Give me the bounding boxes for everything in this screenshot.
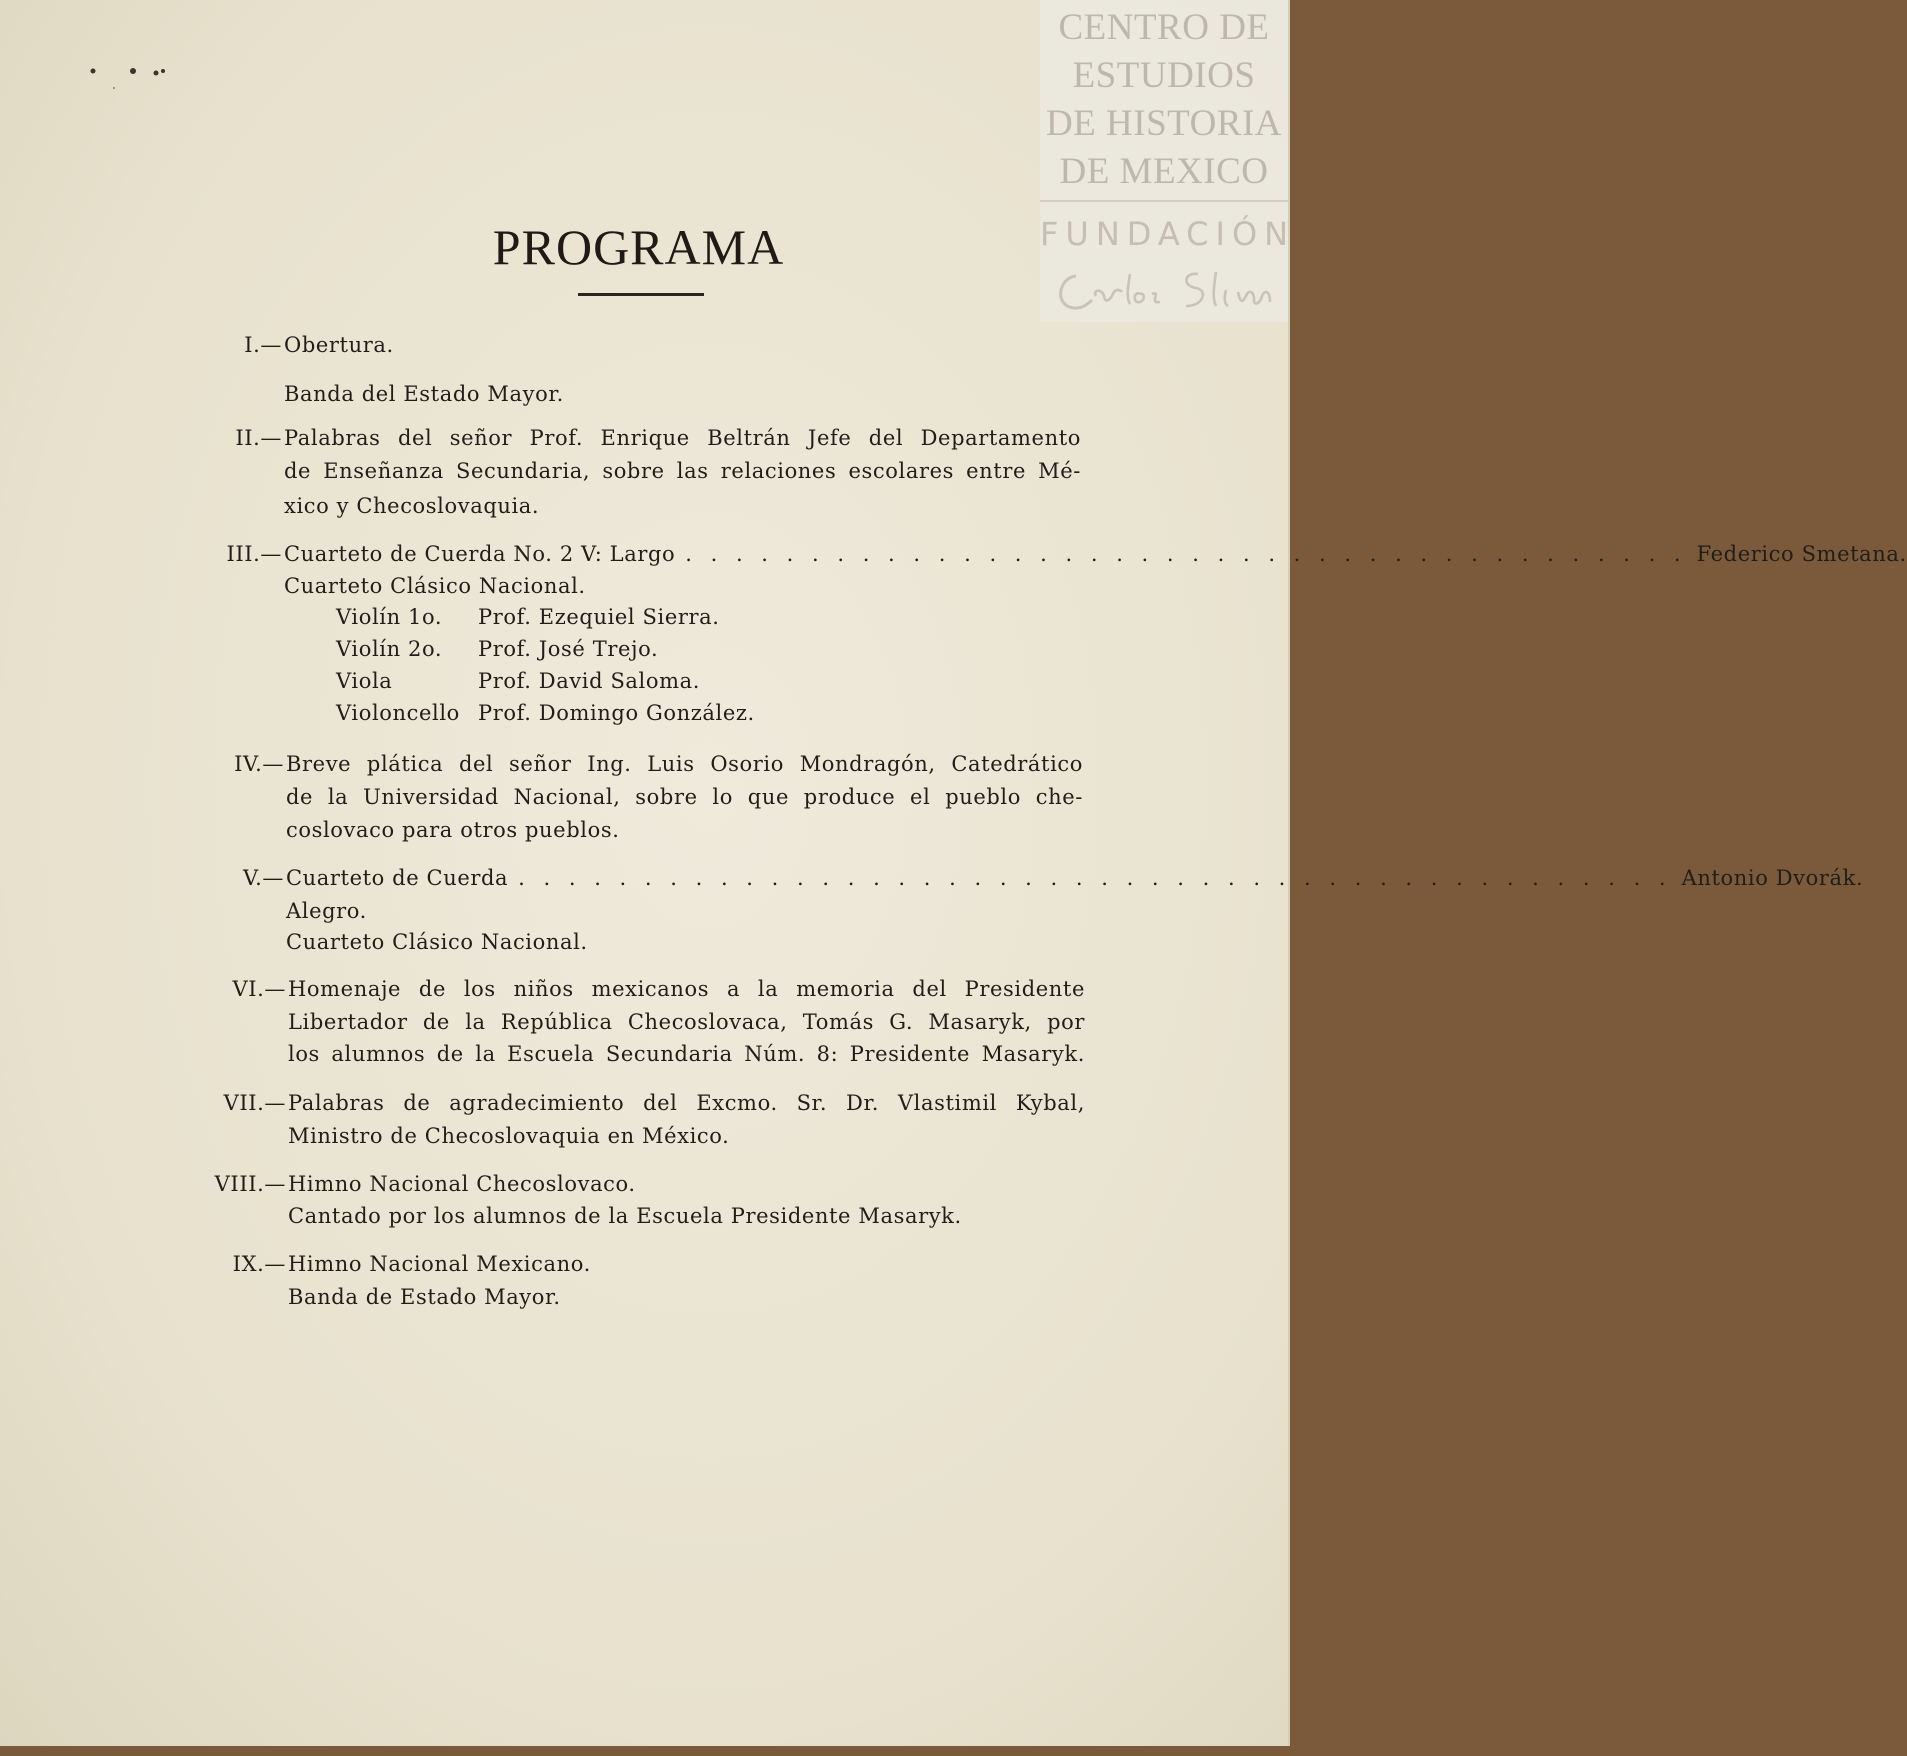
performer-instrument: Viola	[336, 669, 393, 693]
item-numeral: II.—	[235, 426, 282, 450]
item-line: los alumnos de la Escuela Secundaria Núm. 8: Presidente Masaryk.	[288, 1042, 1085, 1066]
item-line: Libertador de la República Checoslovaca, Tomás G. Masaryk, por	[288, 1010, 1085, 1034]
item-line: Cantado por los alumnos de la Escuela Presidente Masaryk.	[288, 1204, 962, 1228]
performer-name: Prof. Ezequiel Sierra.	[478, 605, 720, 629]
item-line: Banda de Estado Mayor.	[288, 1285, 561, 1309]
item-line: Banda del Estado Mayor.	[284, 382, 564, 406]
item-line: de la Universidad Nacional, sobre lo que produce el pueblo che-	[286, 785, 1083, 809]
item-line: Cuarteto Clásico Nacional.	[286, 930, 588, 954]
item-line: Breve plática del señor Ing. Luis Osorio Mondragón, Catedrático	[286, 752, 1083, 776]
item-line: Himno Nacional Checoslovaco.	[288, 1172, 636, 1196]
item-line: xico y Checoslovaquia.	[284, 494, 540, 518]
leader-dots: . . . . . . . . . . . . . . . . . . . . . . . . . . . . . . . . . . . . . . . .	[685, 542, 1687, 566]
item-numeral: III.—	[226, 542, 282, 566]
item-numeral: VI.—	[232, 977, 286, 1001]
watermark-line: DE MEXICO	[1059, 151, 1269, 192]
watermark-line: CENTRO DE	[1058, 7, 1270, 48]
page-title: PROGRAMA	[492, 219, 785, 275]
work-title: Cuarteto de Cuerda	[286, 866, 509, 890]
item-numeral: I.—	[244, 333, 282, 357]
watermark-line: DE HISTORIA	[1045, 103, 1283, 144]
item-numeral: IX.—	[232, 1252, 286, 1276]
work-leader-line	[286, 866, 1864, 890]
performer-name: Prof. José Trejo.	[478, 637, 659, 661]
item-line: Palabras de agradecimiento del Excmo. Sr. Dr. Vlastimil Kybal,	[288, 1091, 1085, 1115]
performer-name: Prof. David Saloma.	[478, 669, 701, 693]
performer-instrument: Violín 2o.	[336, 637, 443, 661]
composer-name: Antonio Dvorák.	[1681, 866, 1864, 890]
watermark-line: ESTUDIOS	[1072, 55, 1256, 96]
performer-name: Prof. Domingo González.	[478, 701, 755, 725]
performer-instrument: Violín 1o.	[336, 605, 443, 629]
item-line: Palabras del señor Prof. Enrique Beltrán Jefe del Departamento	[284, 426, 1081, 450]
item-numeral: VII.—	[223, 1091, 286, 1115]
item-line: Ministro de Checoslovaquia en México.	[288, 1124, 730, 1148]
work-title: Cuarteto de Cuerda No. 2 V: Largo	[284, 542, 676, 566]
item-numeral: V.—	[243, 866, 284, 890]
performer-instrument: Violoncello	[336, 701, 460, 725]
work-leader-line	[284, 542, 1907, 566]
item-line: Alegro.	[286, 899, 367, 923]
ensemble-name: Cuarteto Clásico Nacional.	[284, 574, 586, 598]
item-numeral: VIII.—	[214, 1172, 286, 1196]
composer-name: Federico Smetana.	[1696, 542, 1907, 566]
item-line: Himno Nacional Mexicano.	[288, 1252, 591, 1276]
item-line: Obertura.	[284, 333, 394, 357]
leader-dots: . . . . . . . . . . . . . . . . . . . . . . . . . . . . . . . . . . . . . . . . . . . . . .	[518, 866, 1672, 890]
item-line: coslovaco para otros pueblos.	[286, 818, 620, 842]
item-numeral: IV.—	[234, 752, 284, 776]
watermark-fundacion: FUNDACIÓN	[1040, 215, 1296, 253]
item-line: Homenaje de los niños mexicanos a la memoria del Presidente	[288, 977, 1085, 1001]
item-line: de Enseñanza Secundaria, sobre las relaciones escolares entre Mé-	[284, 459, 1081, 483]
